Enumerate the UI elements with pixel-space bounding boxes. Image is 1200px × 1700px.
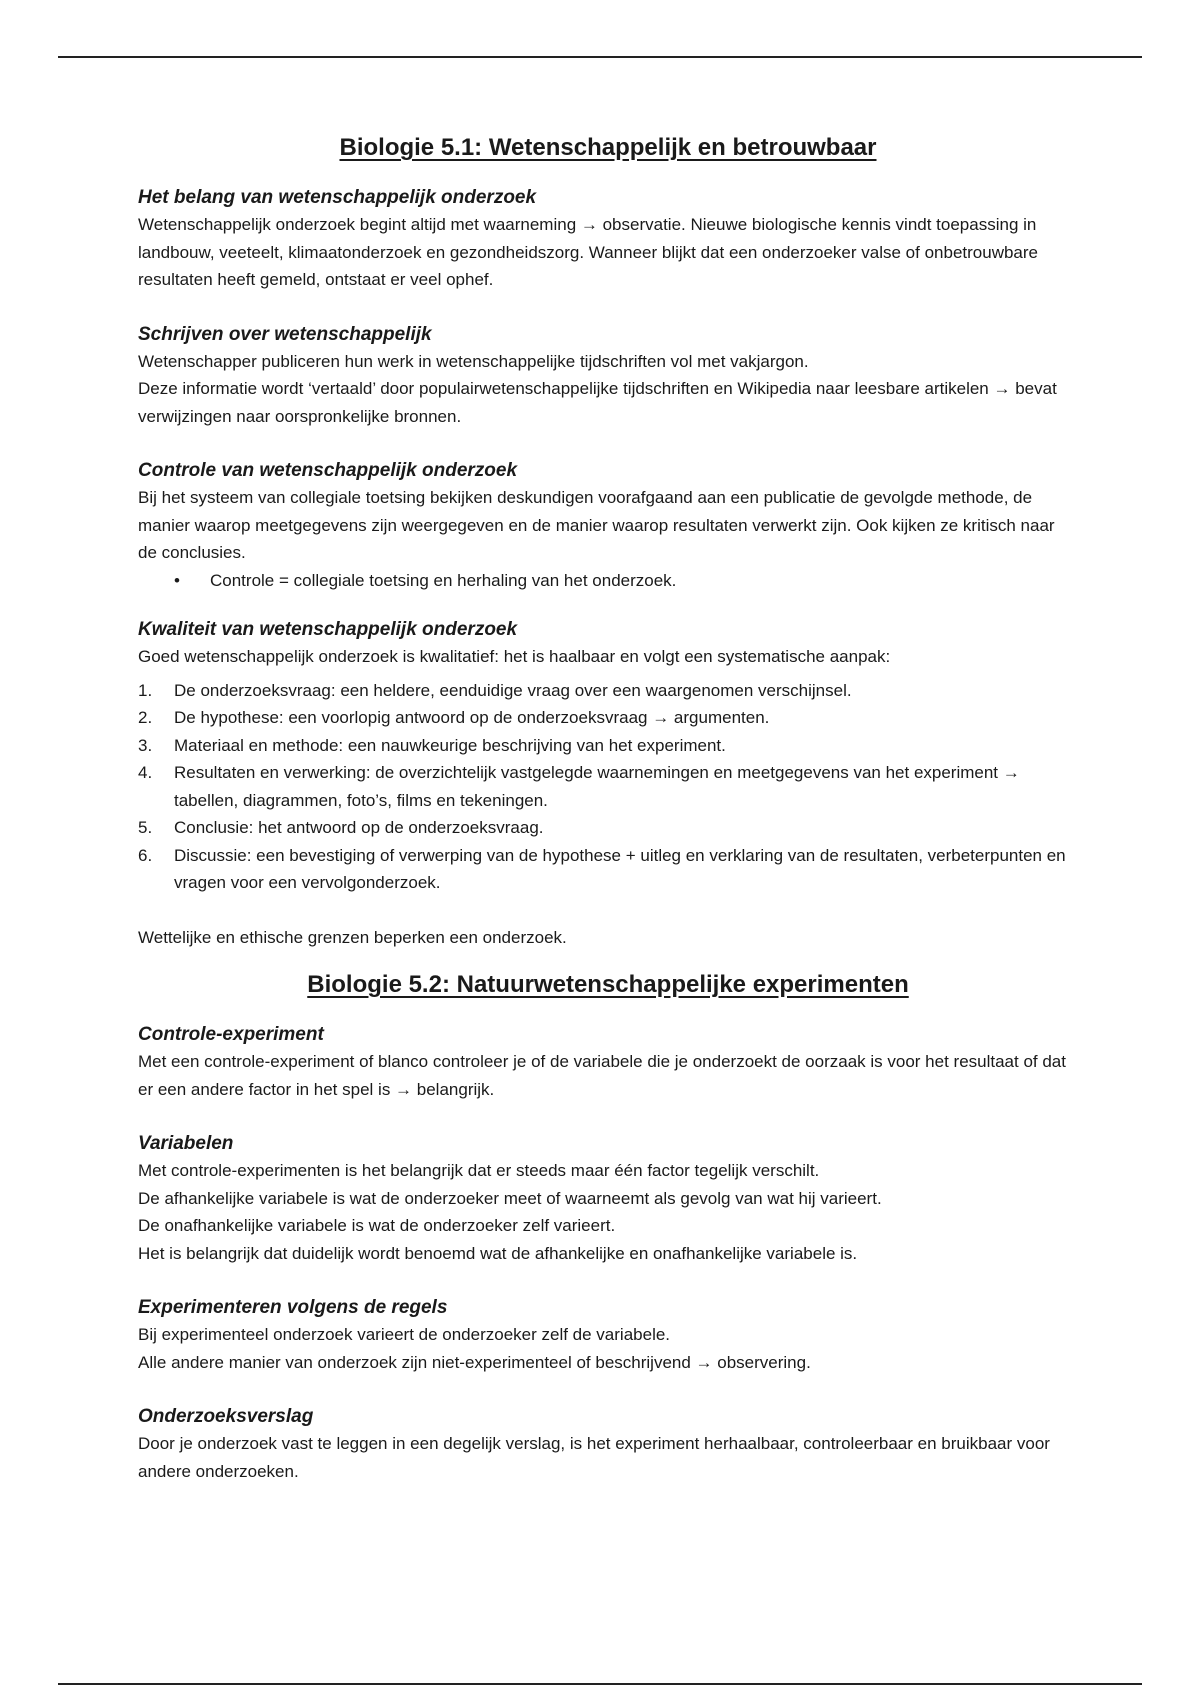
list-number: 5. xyxy=(138,818,153,837)
list-text: De hypothese: een voorlopig antwoord op de onderzoeksvraag → argumenten. xyxy=(174,708,770,727)
section-text: Het is belangrijk dat duidelijk wordt benoemd wat de afhankelijke en onafhankelijke variabele is. xyxy=(138,1243,858,1263)
section-heading: Het belang van wetenschappelijk onderzoek xyxy=(138,187,537,208)
section-kwaliteit xyxy=(138,616,1078,897)
list-number: 6. xyxy=(138,845,153,865)
list-number: 2. xyxy=(138,708,153,727)
section-schrijven xyxy=(138,321,1078,431)
section-text: Met controle-experimenten is het belangrijk dat er steeds maar één factor tegelijk verschilt. xyxy=(138,1161,820,1180)
bullet-item: • Controle = collegiale toetsing en herhaling van het onderzoek. xyxy=(174,567,1078,595)
list-item xyxy=(138,759,1078,814)
section-text: Door je onderzoek vast te leggen in een degelijk verslag, is het experiment herhaalbaar, controleerbaar en bruikbaar voor andere onderzoeken. xyxy=(138,1434,1050,1481)
list-text: Materiaal en methode: een nauwkeurige beschrijving van het experiment. xyxy=(174,735,726,755)
section-heading: Onderzoeksverslag xyxy=(138,1406,314,1427)
section-text: Bij het systeem van collegiale toetsing bekijken deskundigen voorafgaand aan een publicatie de gevolgde methode, de manier waarop meetgegevens zijn weergegeven en de manier waarop resultaten verwerkt zijn. Ook kijken ze kritisch naar de conclusies. xyxy=(138,488,1055,562)
section-belang xyxy=(138,184,1078,294)
list-number: 3. xyxy=(138,735,153,755)
list-item xyxy=(138,842,1078,897)
bullet-list xyxy=(138,567,1078,595)
section-text: Deze informatie wordt ‘vertaald’ door populairwetenschappelijke tijdschriften en Wikipedia naar leesbare artikelen → bevat verwijzingen naar oorspronkelijke bronnen. xyxy=(138,379,1057,426)
section-controle-experiment xyxy=(138,1021,1078,1103)
bottom-rule xyxy=(58,1683,1142,1685)
list-text: Resultaten en verwerking: de overzichtelijk vastgelegde waarnemingen en meetgegevens van het experiment → tabellen, diagrammen, foto’s, films en tekeningen. xyxy=(174,763,1020,810)
section-experimenteren xyxy=(138,1294,1078,1376)
section-controle xyxy=(138,457,1078,594)
closing-text: Wettelijke en ethische grenzen beperken een onderzoek. xyxy=(138,927,567,947)
list-item xyxy=(138,732,1078,760)
list-number: 1. xyxy=(138,680,153,700)
section-verslag xyxy=(138,1403,1078,1485)
section-intro: Goed wetenschappelijk onderzoek is kwalitatief: het is haalbaar en volgt een systematische aanpak: xyxy=(138,647,891,666)
section-variabelen xyxy=(138,1130,1078,1267)
list-item xyxy=(138,814,1078,842)
section-text: Alle andere manier van onderzoek zijn niet-experimenteel of beschrijvend → observering. xyxy=(138,1352,811,1372)
list-item xyxy=(138,677,1078,705)
list-item xyxy=(138,704,1078,732)
page-title-5-2: Biologie 5.2: Natuurwetenschappelijke experimenten xyxy=(307,971,909,998)
list-text: De onderzoeksvraag: een heldere, eenduidige vraag over een waargenomen verschijnsel. xyxy=(174,680,852,700)
section-heading: Experimenteren volgens de regels xyxy=(138,1297,448,1318)
section-heading: Controle van wetenschappelijk onderzoek xyxy=(138,460,518,481)
section-heading: Schrijven over wetenschappelijk xyxy=(138,323,432,345)
list-number: 4. xyxy=(138,763,153,782)
document-page xyxy=(138,132,1078,1512)
section-heading: Controle-experiment xyxy=(138,1024,324,1045)
section-text: Met een controle-experiment of blanco controleer je of de variabele die je onderzoekt de oorzaak is voor het resultaat of dat er een andere factor in het spel is → belangrijk. xyxy=(138,1052,1066,1099)
section-heading: Variabelen xyxy=(138,1133,234,1154)
section-text: De afhankelijke variabele is wat de onderzoeker meet of waarneemt als gevolg van wat hij varieert. xyxy=(138,1188,882,1208)
section-text: Bij experimenteel onderzoek varieert de onderzoeker zelf de variabele. xyxy=(138,1325,671,1344)
top-rule xyxy=(58,56,1142,58)
numbered-list xyxy=(138,677,1078,897)
list-text: Discussie: een bevestiging of verwerping van de hypothese + uitleg en verklaring van de resultaten, verbeterpunten en vragen voor een vervolgonderzoek. xyxy=(174,845,1066,892)
list-text: Conclusie: het antwoord op de onderzoeksvraag. xyxy=(174,818,544,837)
section-text: Wetenschappelijk onderzoek begint altijd met waarneming → observatie. Nieuwe biologische kennis vindt toepassing in landbouw, veeteelt, klimaatonderzoek en gezondheidszorg. Wanneer blijkt dat een onderzoeker valse of onbetrouwbare resultaten heeft gemeld, ontstaat er veel ophef. xyxy=(138,215,1038,289)
section-text: Wetenschapper publiceren hun werk in wetenschappelijke tijdschriften vol met vakjargon. xyxy=(138,351,809,371)
section-text: De onafhankelijke variabele is wat de onderzoeker zelf varieert. xyxy=(138,1216,616,1235)
section-heading: Kwaliteit van wetenschappelijk onderzoek xyxy=(138,619,518,640)
page-title-5-1: Biologie 5.1: Wetenschappelijk en betrouwbaar xyxy=(339,134,877,161)
